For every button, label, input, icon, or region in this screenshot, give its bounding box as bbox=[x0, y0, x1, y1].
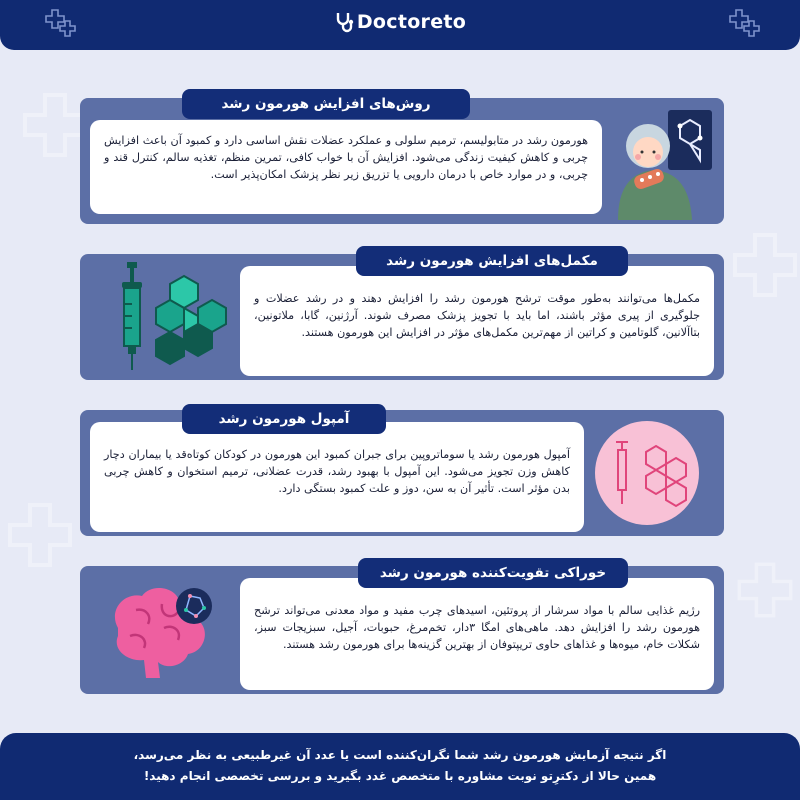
section-text-1: هورمون رشد در متابولیسم، ترمیم سلولی و عملکرد عضلات نقش اساسی دارد و کمبود آن باعث افزایش چربی و کاهش کیفیت زندگی می‌شود. افزایش آن با خواب کافی، تمرین منظم، تغذیه سالم، کنترل قند و چربی، و در موارد خاص با درمان دارویی یا تزریق زیر نظر پزشک امکان‌پذیر است. bbox=[90, 120, 602, 214]
section-card-1 bbox=[80, 98, 724, 224]
brand-logo[interactable] bbox=[0, 11, 800, 33]
doctor-icon bbox=[610, 104, 722, 220]
stethoscope-icon bbox=[334, 11, 354, 33]
section-text-3: آمپول هورمون رشد یا سوماتروپین برای جبران کمبود این هورمون در کودکان کوتاه‌قد یا بیماران دچار کاهش وزن تجویز می‌شود. این آمپول با بهبود رشد، قدرت عضلانی، ترمیم استخوان و کاهش چربی بدن مؤثر است. تأثیر آن به سن، دوز و علت کمبود بستگی دارد. bbox=[90, 422, 584, 532]
header-bar bbox=[0, 0, 800, 50]
section-card-2 bbox=[80, 254, 724, 380]
section-card-4 bbox=[80, 566, 724, 694]
hormone-molecule-icon bbox=[594, 420, 700, 526]
bg-cross-icon bbox=[5, 500, 75, 570]
brand-name: Doctoreto bbox=[356, 11, 467, 33]
brain-icon bbox=[102, 580, 234, 690]
bg-cross-icon bbox=[730, 230, 800, 300]
footer-line-2: همین حالا از دکترِتو نوبت مشاوره با متخصص غدد بگیرید و بررسی تخصصی انجام دهید! bbox=[143, 769, 657, 783]
section-title-3: آمپول هورمون رشد bbox=[182, 404, 386, 434]
footer-banner bbox=[0, 733, 800, 800]
footer-line-1: اگر نتیجه آزمایش هورمون رشد شما نگران‌کننده است یا عدد آن غیرطبیعی به نظر می‌رسد، bbox=[133, 748, 667, 762]
section-title-1: روش‌های افزایش هورمون رشد bbox=[182, 89, 470, 119]
bg-cross-icon bbox=[735, 560, 795, 620]
section-title-2: مکمل‌های افزایش هورمون رشد bbox=[356, 246, 628, 276]
section-card-3 bbox=[80, 410, 724, 536]
section-text-4: رژیم غذایی سالم با مواد سرشار از پروتئین، اسیدهای چرب مفید و مواد معدنی می‌تواند ترشح هورمون رشد را افزایش دهد. ماهی‌های امگا ۳دار، تخم‌مرغ، حبوبات، آجیل، سبزیجات سبز، شکلات خام، میوه‌ها و غذاهای حاوی تریپتوفان از بهترین گزینه‌ها برای هورمون رشد هستند. bbox=[240, 578, 714, 690]
section-text-2: مکمل‌ها می‌توانند به‌طور موقت ترشح هورمون رشد را افزایش دهند و در رشد عضلات و جلوگیری از پیری مؤثر باشند، اما باید با تجویز پزشک مصرف شوند. آرژنین، گابا، ملاتونین، بتاآلانین، گلوتامین و کراتین از مهم‌ترین مکمل‌های مؤثر در افزایش این هورمون هستند. bbox=[240, 266, 714, 376]
syringe-molecule-icon bbox=[100, 260, 232, 372]
section-title-4: خوراکی تقویت‌کننده هورمون رشد bbox=[358, 558, 628, 588]
header-cross-icon bbox=[722, 8, 762, 42]
